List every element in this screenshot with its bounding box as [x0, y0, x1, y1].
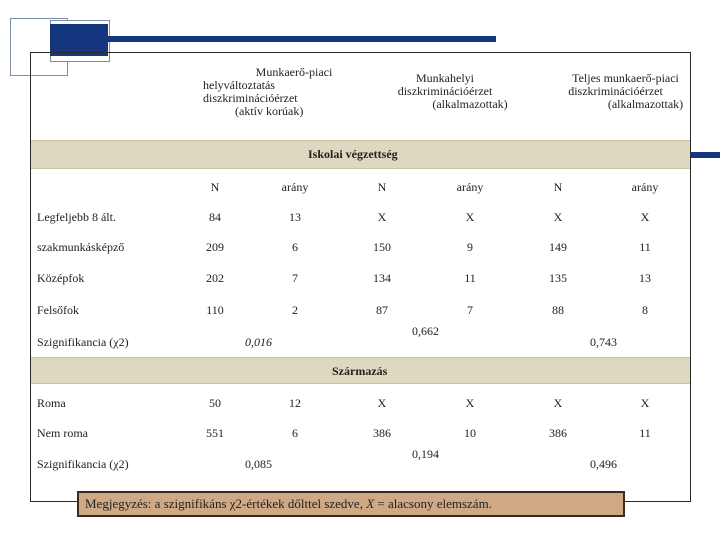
- subheader-ratio-2: arány: [456, 180, 484, 194]
- row-label: Roma: [37, 396, 66, 410]
- subheader-n-2: N: [377, 180, 387, 194]
- row-value: 87: [376, 303, 388, 317]
- header-col1: [195, 66, 355, 118]
- row-label: Középfok: [37, 271, 85, 285]
- header-col1-line2: helyváltoztatás: [203, 78, 275, 92]
- row-value: 11: [639, 240, 651, 254]
- subheader-ratio-1: arány: [281, 180, 309, 194]
- header-col3-line1: Teljes munkaerő-piaci: [572, 71, 679, 85]
- row-value: 50: [209, 396, 221, 410]
- subheader-ratio-3: arány: [631, 180, 659, 194]
- section-title-education: Iskolai végzettség: [308, 147, 398, 161]
- row-value: X: [553, 396, 563, 410]
- header-col2: [360, 72, 530, 111]
- row-value: 149: [549, 240, 567, 254]
- row-value: X: [465, 396, 475, 410]
- section-title-origin: Származás: [332, 364, 388, 378]
- footnote-box: [77, 491, 625, 517]
- header-col2-line2: diszkriminációérzet: [397, 84, 493, 98]
- footnote-prefix: Megjegyzés: a szignifikáns χ2-értékek dőlttel szedve,: [85, 496, 367, 511]
- significance-value: 0,194: [412, 447, 439, 461]
- row-value: X: [377, 396, 387, 410]
- row-value: 88: [552, 303, 564, 317]
- row-value: 7: [292, 271, 298, 285]
- subheader-n-3: N: [553, 180, 563, 194]
- significance-value: 0,662: [412, 324, 439, 338]
- row-value: X: [377, 210, 387, 224]
- row-value: X: [640, 396, 650, 410]
- row-value: X: [465, 210, 475, 224]
- row-value: 2: [292, 303, 298, 317]
- header-col2-line1: Munkahelyi: [416, 71, 474, 85]
- row-label: Felsőfok: [37, 303, 79, 317]
- header-col1-line4: (aktív korúak): [235, 104, 304, 118]
- row-value: 7: [467, 303, 473, 317]
- significance-value: 0,085: [245, 457, 272, 471]
- row-value: X: [640, 210, 650, 224]
- header-col3: [538, 72, 693, 111]
- row-value: 12: [289, 396, 301, 410]
- header-col1-line3: diszkriminációérzet: [203, 91, 298, 105]
- footnote-suffix: = alacsony elemszám.: [374, 496, 492, 511]
- significance-label: Szignifikancia (χ2): [37, 335, 129, 349]
- header-col2-line3: (alkalmazottak): [432, 97, 508, 111]
- row-value: 11: [464, 271, 476, 285]
- row-value: 209: [206, 240, 224, 254]
- row-label: szakmunkásképző: [37, 240, 125, 254]
- row-value: 10: [464, 426, 476, 440]
- row-value: 84: [209, 210, 221, 224]
- row-value: 202: [206, 271, 224, 285]
- row-value: 9: [467, 240, 473, 254]
- row-value: 110: [206, 303, 224, 317]
- significance-value: 0,016: [245, 335, 272, 349]
- row-label: Legfeljebb 8 ált.: [37, 210, 116, 224]
- significance-label: Szignifikancia (χ2): [37, 457, 129, 471]
- decor-bar-top: [108, 36, 496, 42]
- subheader-n-1: N: [210, 180, 220, 194]
- row-value: 134: [373, 271, 391, 285]
- row-value: 135: [549, 271, 567, 285]
- significance-value: 0,496: [590, 457, 617, 471]
- row-value: 13: [289, 210, 301, 224]
- header-col3-line2: diszkriminációérzet: [568, 84, 663, 98]
- row-value: 8: [642, 303, 648, 317]
- row-value: 11: [639, 426, 651, 440]
- row-value: 6: [292, 240, 298, 254]
- decor-bar-right: [690, 152, 720, 158]
- row-value: 6: [292, 426, 298, 440]
- row-value: 551: [206, 426, 224, 440]
- row-value: 386: [373, 426, 391, 440]
- row-value: X: [553, 210, 563, 224]
- significance-value: 0,743: [590, 335, 617, 349]
- row-value: 13: [639, 271, 651, 285]
- header-col3-line3: (alkalmazottak): [607, 97, 684, 111]
- row-value: 150: [373, 240, 391, 254]
- row-value: 386: [549, 426, 567, 440]
- row-label: Nem roma: [37, 426, 88, 440]
- data-table: [30, 52, 691, 502]
- footnote-x-symbol: X: [366, 496, 375, 511]
- header-col1-line1: Munkaerő-piaci: [255, 65, 333, 79]
